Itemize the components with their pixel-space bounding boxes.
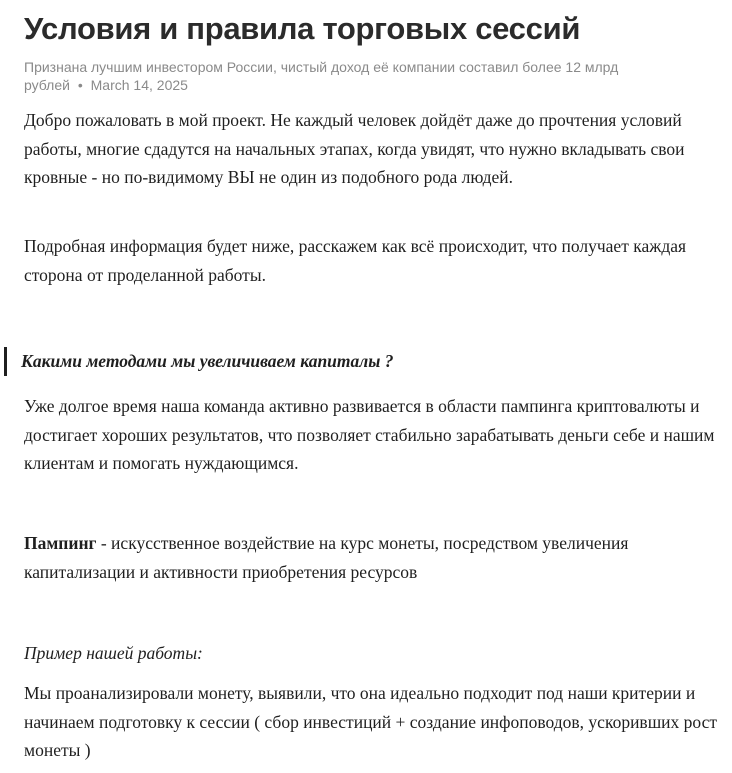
example-heading: Пример нашей работы: [24, 643, 203, 663]
paragraph-pumping [24, 529, 724, 586]
publish-date: March 14, 2025 [90, 77, 188, 93]
paragraph-intro: Добро пожаловать в мой проект. Не каждый человек дойдёт даже до прочтения условий работы, многие сдадутся на начальных этапах, когда увидят, что нужно вкладывать свои кровные - но по-видимому ВЫ не один из подобного рода людей. [24, 110, 685, 187]
pull-quote: Какими методами мы увеличиваем капиталы ? [4, 347, 394, 376]
author-description[interactable]: Признана лучшим инвестором России, чистый доход её компании составил более 12 млрд рублей [24, 59, 619, 93]
byline [24, 58, 664, 94]
byline-separator: • [77, 77, 83, 93]
article [21, 0, 724, 760]
article-title: Условия и правила торговых сессий [24, 11, 581, 46]
paragraph-team: Уже долгое время наша команда активно развивается в области пампинга криптовалюты и достигает хороших результатов, что позволяет стабильно зарабатывать деньги себе и нашим клиентам и помогать нуждающимся. [24, 396, 715, 473]
pumping-definition: - искусственное воздействие на курс монеты, посредством увеличения капитализации и активности приобретения ресурсов [24, 533, 629, 582]
paragraph-example: Мы проанализировали монету, выявили, что она идеально подходит под наши критерии и начинаем подготовку к сессии ( сбор инвестиций + создание инфоповодов, ускоривших рост монеты ) [24, 683, 718, 760]
paragraph-details: Подробная информация будет ниже, расскажем как всё происходит, что получает каждая сторона от проделанной работы. [24, 236, 687, 285]
pumping-term: Пампинг [24, 533, 97, 553]
